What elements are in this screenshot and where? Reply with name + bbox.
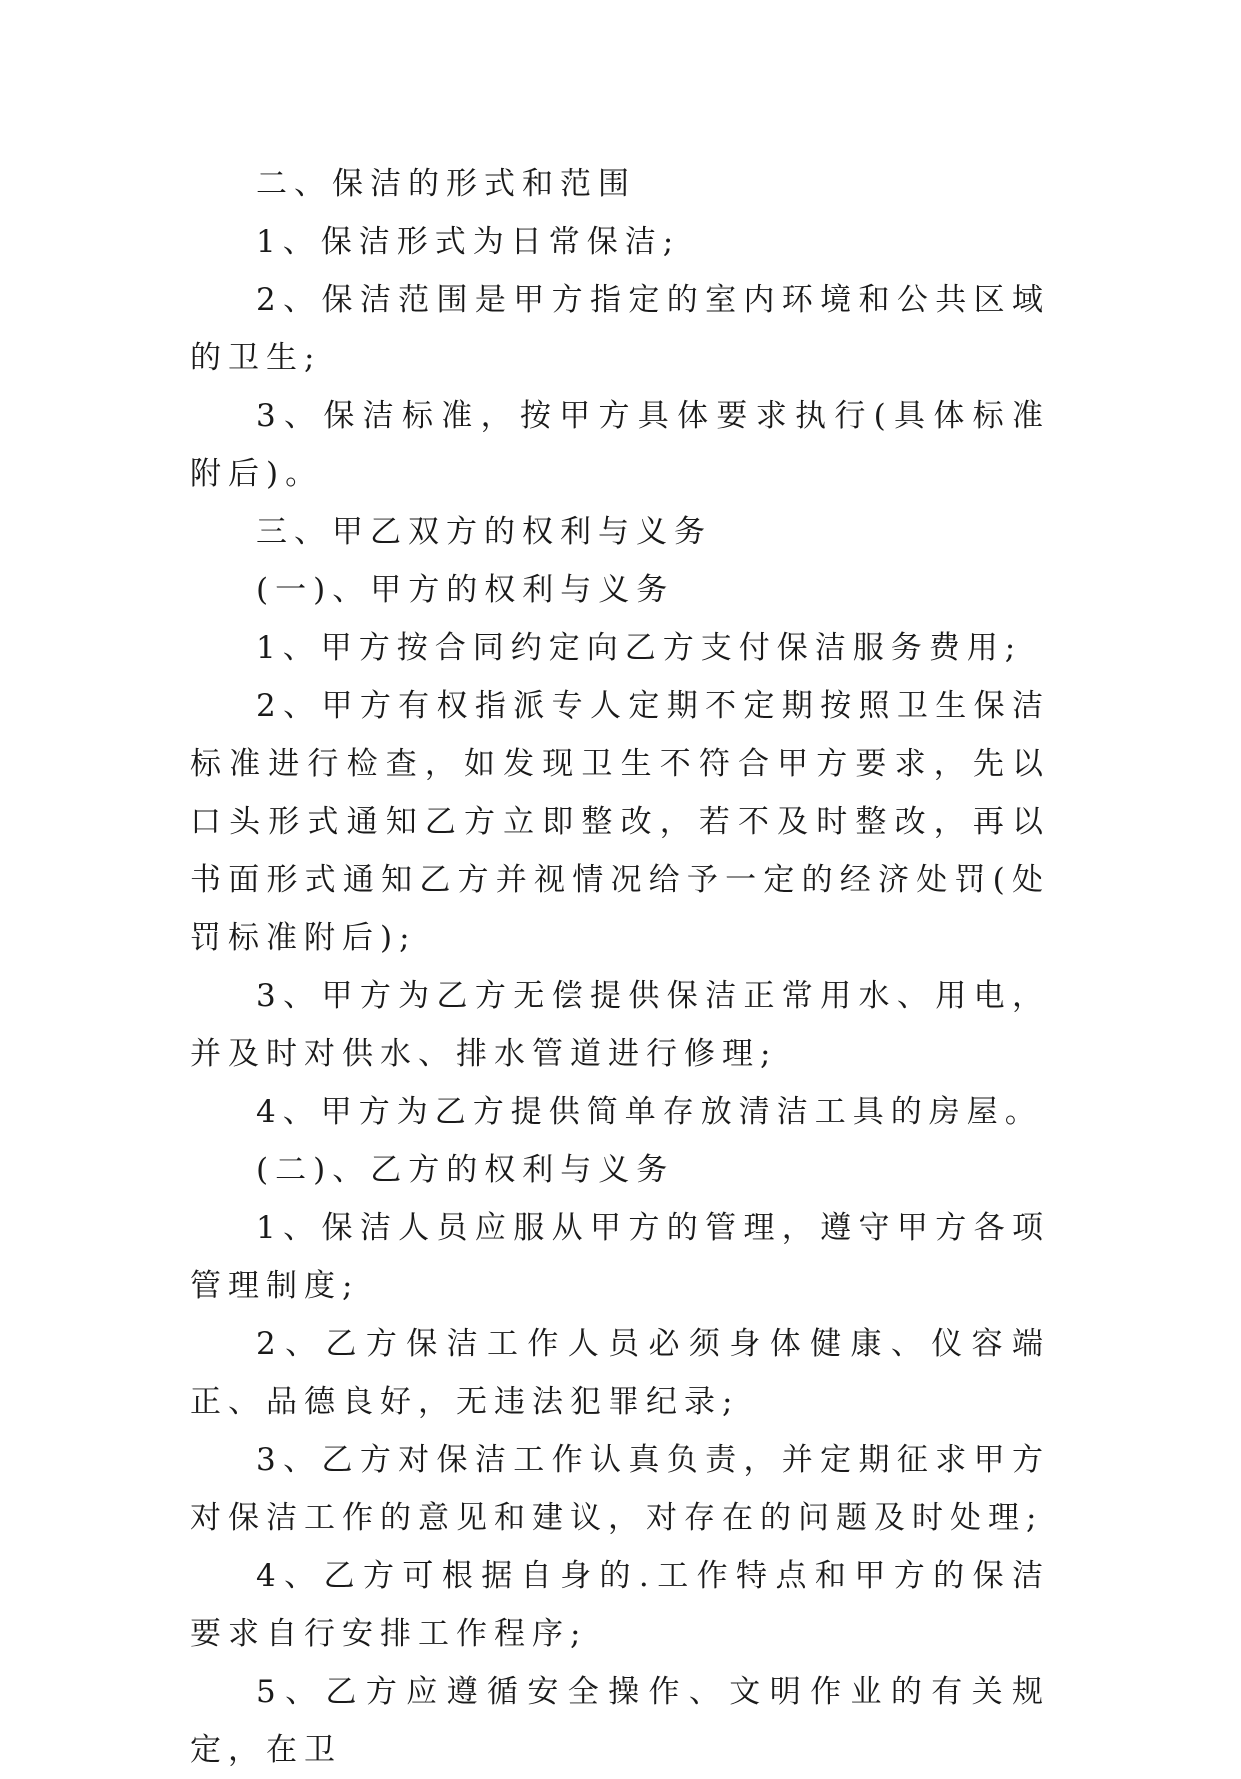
clause-cleaning-scope: 2、保洁范围是甲方指定的室内环境和公共区域的卫生; [190, 282, 1050, 376]
clause-cleaning-form: 1、保洁形式为日常保洁; [256, 224, 681, 260]
clause-party-a-payment: 1、甲方按合同约定向乙方支付保洁服务费用; [256, 630, 1023, 666]
section-heading-cleaning-scope: 二、保洁的形式和范围 [256, 166, 636, 202]
clause-party-b-management: 1、保洁人员应服从甲方的管理，遵守甲方各项管理制度; [190, 1210, 1050, 1304]
clause-party-b-responsibility: 3、乙方对保洁工作认真负责，并定期征求甲方对保洁工作的意见和建议，对存在的问题及时处理; [190, 1442, 1050, 1536]
clause-cleaning-standard: 3、保洁标准，按甲方具体要求执行(具体标准附后)。 [190, 398, 1050, 492]
clause-party-b-safety: 5、乙方应遵循安全操作、文明作业的有关规定，在卫 [190, 1674, 1050, 1768]
subsection-heading-party-b: (二)、乙方的权利与义务 [256, 1152, 675, 1188]
section-heading-rights-obligations: 三、甲乙双方的权利与义务 [256, 514, 712, 550]
clause-party-b-scheduling: 4、乙方可根据自身的.工作特点和甲方的保洁要求自行安排工作程序; [190, 1558, 1050, 1652]
clause-party-a-inspection: 2、甲方有权指派专人定期不定期按照卫生保洁标准进行检查，如发现卫生不符合甲方要求，先以口头形式通知乙方立即整改，若不及时整改，再以书面形式通知乙方并视情况给予一定的经济处罚(处罚标准附后); [190, 688, 1050, 956]
subsection-heading-party-a: (一)、甲方的权利与义务 [256, 572, 675, 608]
document-body [190, 155, 1050, 1779]
clause-party-b-staff: 2、乙方保洁工作人员必须身体健康、仪容端正、品德良好，无违法犯罪纪录; [190, 1326, 1050, 1420]
clause-party-a-storage: 4、甲方为乙方提供简单存放清洁工具的房屋。 [256, 1094, 1043, 1130]
clause-party-a-utilities: 3、甲方为乙方无偿提供保洁正常用水、用电，并及时对供水、排水管道进行修理; [190, 978, 1050, 1072]
